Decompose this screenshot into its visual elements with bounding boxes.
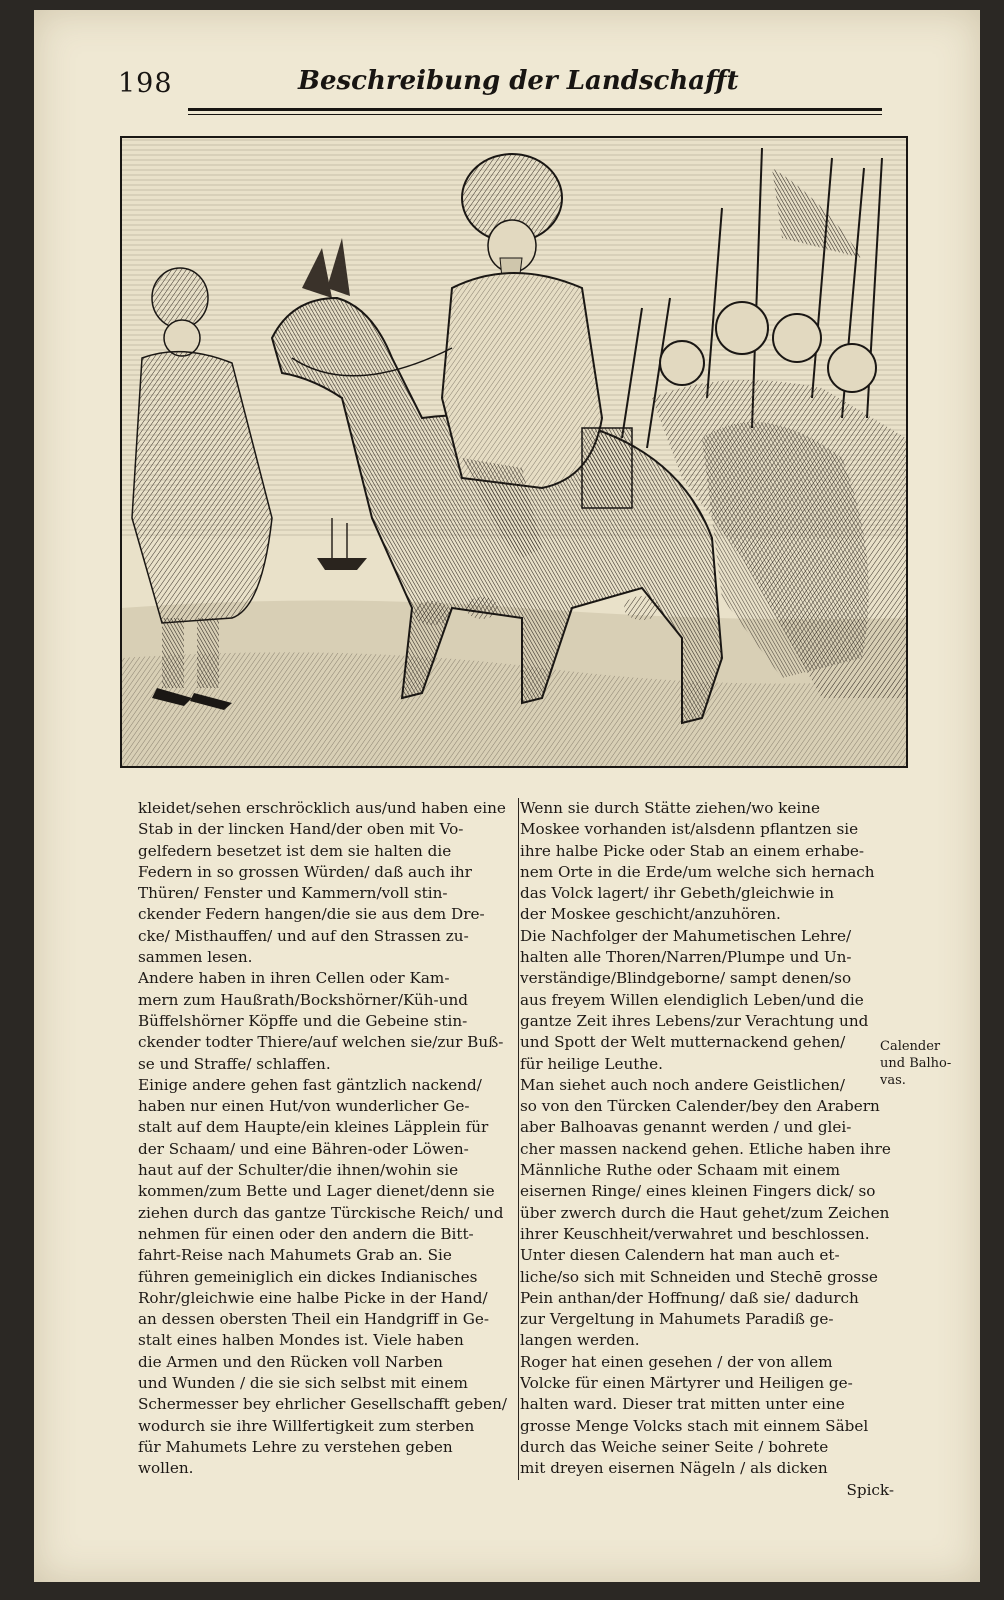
running-head: [118, 60, 878, 100]
text-line: aber Balhoavas genannt werden / und glei-: [520, 1118, 852, 1137]
text-line: gelfedern besetzet ist dem sie halten die: [138, 841, 452, 860]
text-line: cher massen nackend gehen. Etliche haben ihre: [520, 1139, 891, 1158]
text-line: Stab in der lincken Hand/der oben mit Vo-: [138, 820, 464, 839]
text-line: ckender Federn hangen/die sie aus dem Dre-: [138, 905, 485, 924]
marginal-line: vas.: [880, 1073, 906, 1088]
text-line: für Mahumets Lehre zu verstehen geben: [138, 1437, 453, 1456]
text-line: an dessen obersten Theil ein Handgriff in Ge-: [138, 1310, 490, 1329]
text-line: Unter diesen Calendern hat man auch et-: [520, 1246, 840, 1265]
text-line: kleidet/sehen erschröcklich aus/und haben eine: [138, 799, 506, 817]
engraving-drawing: [122, 138, 906, 766]
text-line: eisernen Ringe/ eines kleinen Fingers dick/ so: [520, 1182, 876, 1201]
text-line: wodurch sie ihre Willfertigkeit zum sterben: [138, 1416, 475, 1435]
text-line: Pein anthan/der Hoffnung/ daß sie/ dadurch: [520, 1288, 859, 1307]
marginal-line: Calender: [880, 1039, 941, 1054]
text-line: liche/so sich mit Schneiden und Stechē grosse: [520, 1267, 878, 1286]
text-line: der Moskee geschicht/anzuhören.: [520, 905, 781, 924]
text-line: Roger hat einen gesehen / der von allem: [520, 1352, 833, 1371]
text-line: nehmen für einen oder den andern die Bitt-: [138, 1224, 474, 1243]
text-line: Büffelshörner Köpffe und die Gebeine stin-: [138, 1011, 468, 1030]
text-line: Man siehet auch noch andere Geistlichen/: [520, 1075, 845, 1094]
left-text-column: [138, 798, 510, 1480]
text-line: ihre halbe Picke oder Stab an einem erhabe-: [520, 841, 865, 860]
running-title: Beschreibung der Landschafft: [298, 66, 739, 96]
text-line: Schermesser bey ehrlicher Gesellschafft geben/: [138, 1395, 508, 1414]
text-line: ziehen durch das gantze Türckische Reich/ und: [138, 1203, 504, 1222]
text-line: Thüren/ Fenster und Kammern/voll stin-: [138, 884, 448, 903]
text-line: wollen.: [138, 1459, 194, 1478]
marginal-line: und Balho-: [880, 1056, 952, 1071]
header-rule: [188, 108, 882, 111]
text-line: Volcke für einen Märtyrer und Heiligen ge-: [520, 1374, 853, 1393]
text-line: aus freyem Willen elendiglich Leben/und die: [520, 990, 864, 1009]
text-line: durch das Weiche seiner Seite / bohrete: [520, 1437, 829, 1456]
page-number: 198: [118, 68, 173, 99]
text-line: mern zum Haußrath/Bockshörner/Küh-und: [138, 990, 468, 1009]
text-line: cke/ Misthauffen/ und auf den Strassen zu-: [138, 926, 469, 945]
text-line: Die Nachfolger der Mahumetischen Lehre/: [520, 926, 852, 945]
text-line: und Spott der Welt mutternackend gehen/: [520, 1033, 846, 1052]
text-line: Männliche Ruthe oder Schaam mit einem: [520, 1161, 841, 1180]
text-line: und Wunden / die sie sich selbst mit einem: [138, 1374, 468, 1393]
right-text-column: [520, 798, 894, 1501]
text-line: kommen/zum Bette und Lager dienet/denn sie: [138, 1182, 495, 1201]
text-line: die Armen und den Rücken voll Narben: [138, 1352, 443, 1371]
text-line: der Schaam/ und eine Bähren-oder Löwen-: [138, 1139, 469, 1158]
text-line: fahrt-Reise nach Mahumets Grab an. Sie: [138, 1246, 452, 1265]
text-line: Federn in so grossen Würden/ daß auch ihr: [138, 862, 472, 881]
text-line: Rohr/gleichwie eine halbe Picke in der Hand/: [138, 1288, 488, 1307]
header-rule-thin: [188, 114, 882, 115]
text-line: halten alle Thoren/Narren/Plumpe und Un-: [520, 948, 852, 967]
text-line: über zwerch durch die Haut gehet/zum Zeichen: [520, 1203, 890, 1222]
text-line: Einige andere gehen fast gäntzlich nackend/: [138, 1075, 482, 1094]
text-line: so von den Türcken Calender/bey den Arabern: [520, 1097, 880, 1116]
text-line: stalt auf dem Haupte/ein kleines Läpplein für: [138, 1118, 489, 1137]
text-line: nem Orte in die Erde/um welche sich hernach: [520, 862, 875, 881]
text-line: grosse Menge Volcks stach mit einnem Säbel: [520, 1416, 869, 1435]
text-line: das Volck lagert/ ihr Gebeth/gleichwie in: [520, 884, 835, 903]
text-line: stalt eines halben Mondes ist. Viele haben: [138, 1331, 464, 1350]
text-line: führen gemeiniglich ein dickes Indianisches: [138, 1267, 478, 1286]
text-line: für heilige Leuthe.: [520, 1054, 663, 1073]
text-line: mit dreyen eisernen Nägeln / als dicken: [520, 1459, 828, 1478]
text-line: haut auf der Schulter/die ihnen/wohin sie: [138, 1161, 459, 1180]
text-line: Andere haben in ihren Cellen oder Kam-: [138, 969, 450, 988]
text-line: verständige/Blindgeborne/ sampt denen/so: [520, 969, 852, 988]
text-line: Moskee vorhanden ist/alsdenn pflantzen sie: [520, 820, 859, 839]
text-line: se und Straffe/ schlaffen.: [138, 1054, 331, 1073]
text-line: haben nur einen Hut/von wunderlicher Ge-: [138, 1097, 470, 1116]
text-line: ckender todter Thiere/auf welchen sie/zur Buß-: [138, 1033, 504, 1052]
text-line: Spick-: [846, 1480, 894, 1499]
marginal-note: [880, 1038, 960, 1089]
column-divider: [518, 798, 519, 1480]
text-line: zur Vergeltung in Mahumets Paradiß ge-: [520, 1310, 834, 1329]
text-line: halten ward. Dieser trat mitten unter eine: [520, 1395, 845, 1414]
book-page: [34, 10, 980, 1582]
text-line: sammen lesen.: [138, 948, 253, 967]
text-line: gantze Zeit ihres Lebens/zur Verachtung und: [520, 1011, 869, 1030]
text-line: Wenn sie durch Stätte ziehen/wo keine: [520, 799, 820, 817]
engraving-illustration: [120, 136, 908, 768]
text-line: langen werden.: [520, 1331, 640, 1350]
text-line: ihrer Keuschheit/verwahret und beschlossen.: [520, 1224, 870, 1243]
